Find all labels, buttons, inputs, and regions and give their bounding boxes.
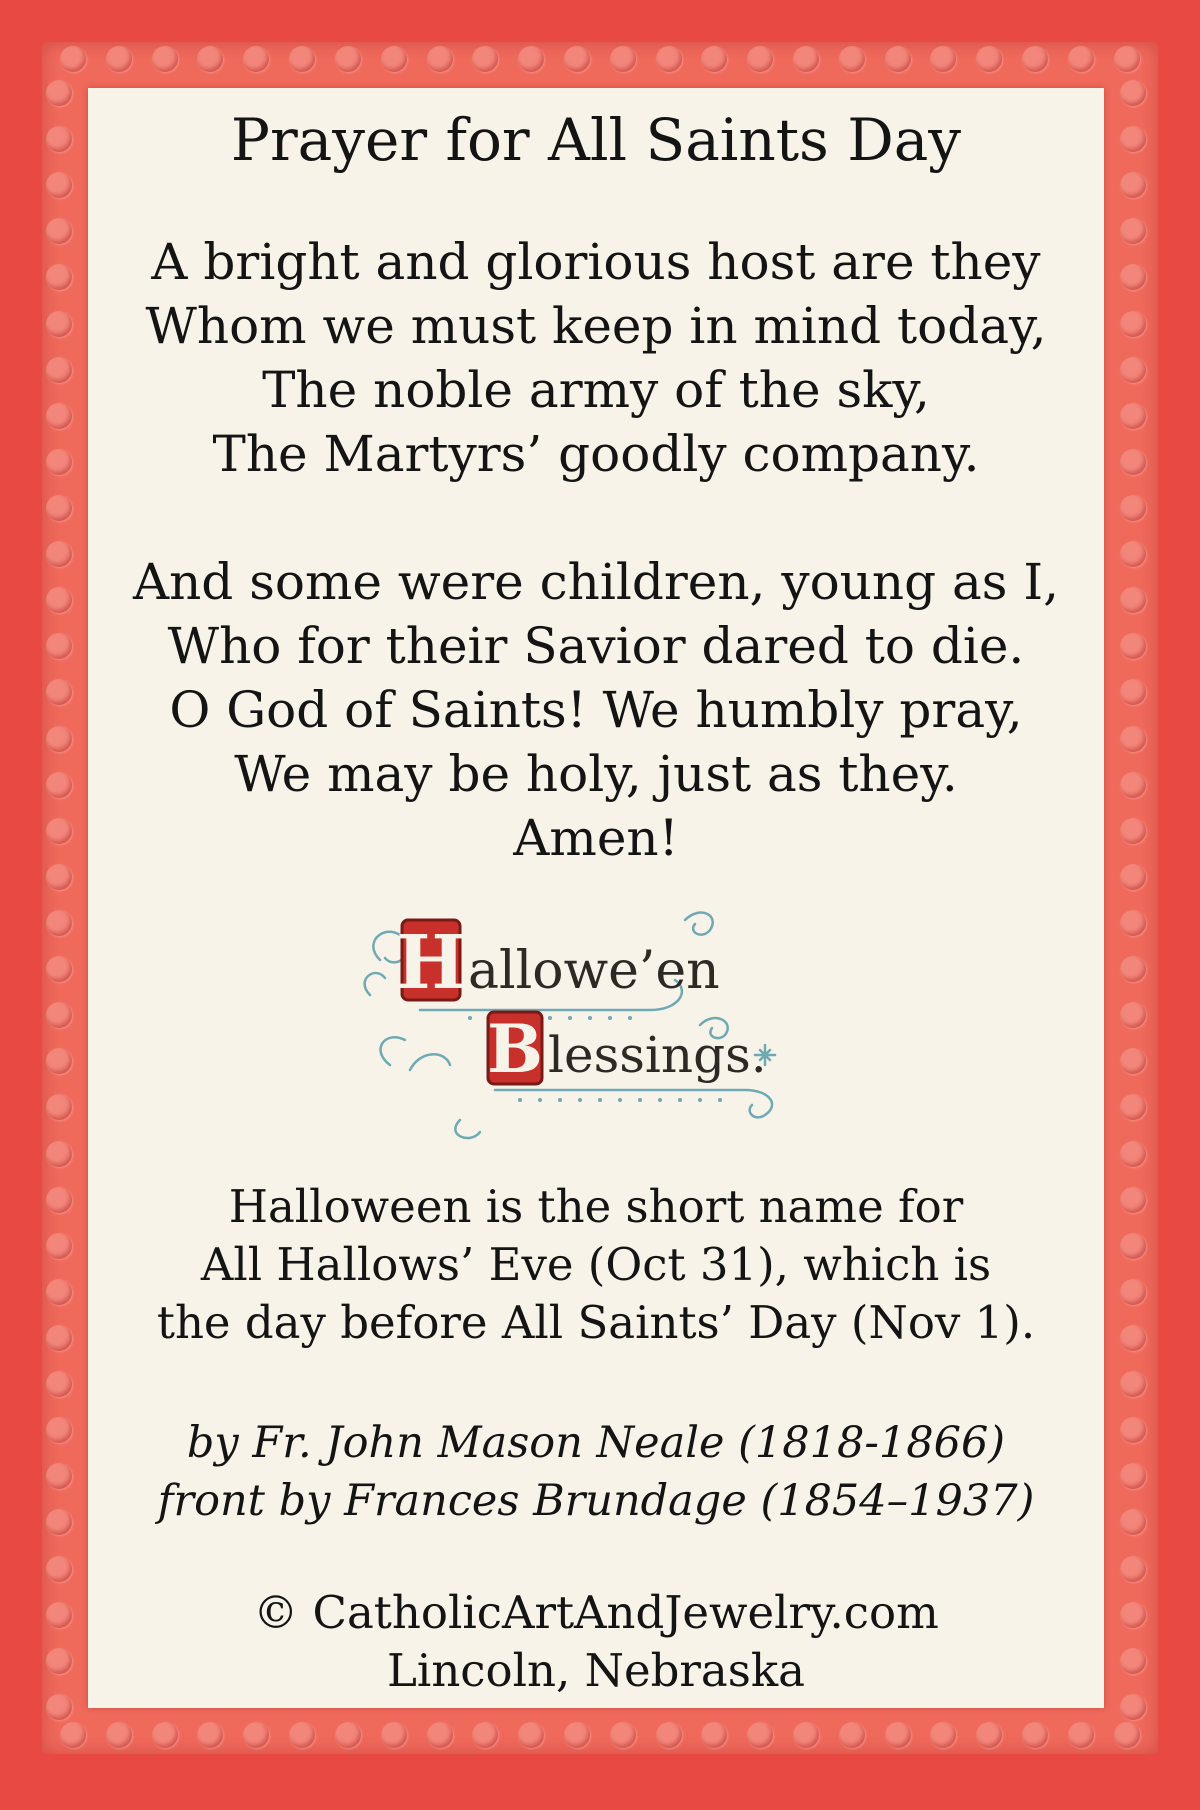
border-scallop (46, 449, 72, 475)
border-scallop (289, 1722, 315, 1748)
border-scallop (610, 46, 636, 72)
border-scallop (793, 1722, 819, 1748)
border-scallop (46, 311, 72, 337)
border-scallop (243, 46, 269, 72)
border-scallop (46, 772, 72, 798)
border-scallop (427, 1722, 453, 1748)
border-scallop (46, 403, 72, 429)
border-scallop (46, 956, 72, 982)
border-scallop (701, 1722, 727, 1748)
border-scallop (1120, 772, 1146, 798)
border-scallop (60, 1722, 86, 1748)
prayer-title: Prayer for All Saints Day (230, 106, 962, 174)
border-scallop (46, 864, 72, 890)
border-scallop (1120, 633, 1146, 659)
amen-line: Amen! (513, 809, 679, 867)
stanza-line: The Martyrs’ goodly company. (212, 425, 980, 483)
border-scallop (930, 1722, 956, 1748)
bottom-scallop-border (60, 1722, 1140, 1756)
border-scallop (976, 1722, 1002, 1748)
border-scallop (472, 46, 498, 72)
stanza-line: And some were children, young as I, (133, 553, 1059, 611)
border-scallop (46, 1048, 72, 1074)
border-scallop (1120, 1002, 1146, 1028)
border-scallop (46, 218, 72, 244)
border-scallop (610, 1722, 636, 1748)
border-scallop (46, 126, 72, 152)
border-scallop (46, 726, 72, 752)
border-scallop (1120, 172, 1146, 198)
border-scallop (46, 264, 72, 290)
border-scallop (885, 1722, 911, 1748)
border-scallop (46, 1279, 72, 1305)
border-scallop (1120, 1602, 1146, 1628)
border-scallop (1120, 587, 1146, 613)
border-scallop (1120, 1094, 1146, 1120)
border-scallop (839, 46, 865, 72)
copyright-line: © CatholicArtAndJewelry.com (253, 1586, 939, 1639)
copyright-notice (88, 1584, 1104, 1700)
border-scallop (1120, 1187, 1146, 1213)
border-scallop (839, 1722, 865, 1748)
stanza-line: Who for their Savior dared to die. (167, 617, 1025, 675)
stanza-line: A bright and glorious host are they (151, 233, 1041, 291)
border-scallop (1120, 679, 1146, 705)
stanza-line: Whom we must keep in mind today, (145, 297, 1047, 355)
border-scallop (747, 46, 773, 72)
border-scallop (1120, 910, 1146, 936)
border-scallop (1120, 218, 1146, 244)
border-scallop (701, 46, 727, 72)
border-scallop (152, 1722, 178, 1748)
border-scallop (1120, 1048, 1146, 1074)
left-scallop-border (46, 80, 80, 1720)
border-scallop (46, 587, 72, 613)
border-scallop (656, 1722, 682, 1748)
border-scallop (1120, 1371, 1146, 1397)
prayer-stanza-1 (88, 230, 1104, 486)
stanza-line: We may be holy, just as they. (234, 745, 958, 803)
border-scallop (1068, 1722, 1094, 1748)
border-scallop (1120, 1233, 1146, 1259)
initial-h: H (396, 920, 466, 1006)
border-scallop (1120, 726, 1146, 752)
border-scallop (930, 46, 956, 72)
border-scallop (197, 46, 223, 72)
border-scallop (381, 46, 407, 72)
border-scallop (1120, 1556, 1146, 1582)
initial-b: B (487, 1010, 543, 1088)
emblem-word-blessings: lessings. (548, 1026, 767, 1084)
border-scallop (1120, 449, 1146, 475)
border-scallop (106, 1722, 132, 1748)
border-scallop (1120, 1648, 1146, 1674)
border-scallop (335, 46, 361, 72)
border-scallop (46, 679, 72, 705)
border-scallop (46, 1002, 72, 1028)
border-scallop (1120, 956, 1146, 982)
border-scallop (152, 46, 178, 72)
border-scallop (46, 495, 72, 521)
stanza-line: O God of Saints! We humbly pray, (169, 681, 1023, 739)
border-scallop (1120, 311, 1146, 337)
border-scallop (46, 1417, 72, 1443)
note-line: the day before All Saints’ Day (Nov 1). (156, 1296, 1036, 1349)
stanza-line: The noble army of the sky, (262, 361, 930, 419)
author-credits (88, 1414, 1104, 1530)
border-scallop (656, 46, 682, 72)
border-scallop (46, 1602, 72, 1628)
border-scallop (1120, 403, 1146, 429)
border-scallop (46, 1325, 72, 1351)
border-scallop (1120, 818, 1146, 844)
border-scallop (46, 1463, 72, 1489)
border-scallop (243, 1722, 269, 1748)
border-scallop (46, 357, 72, 383)
border-scallop (46, 1094, 72, 1120)
border-scallop (1120, 1417, 1146, 1443)
border-scallop (1120, 357, 1146, 383)
border-scallop (747, 1722, 773, 1748)
border-scallop (46, 1694, 72, 1720)
top-scallop-border (60, 46, 1140, 80)
right-scallop-border (1120, 80, 1154, 1720)
border-scallop (46, 910, 72, 936)
border-scallop (46, 1371, 72, 1397)
border-scallop (46, 1187, 72, 1213)
border-scallop (1068, 46, 1094, 72)
border-scallop (1120, 1694, 1146, 1720)
border-scallop (46, 1509, 72, 1535)
border-scallop (1120, 1325, 1146, 1351)
emblem-word-halloween: allowe’en (468, 941, 720, 1001)
credit-line: by Fr. John Mason Neale (1818-1866) (186, 1418, 1006, 1468)
border-scallop (1120, 1463, 1146, 1489)
border-scallop (335, 1722, 361, 1748)
border-scallop (1120, 541, 1146, 567)
border-scallop (197, 1722, 223, 1748)
border-scallop (46, 818, 72, 844)
border-scallop (1120, 495, 1146, 521)
border-scallop (472, 1722, 498, 1748)
border-scallop (381, 1722, 407, 1748)
border-scallop (1120, 1279, 1146, 1305)
border-scallop (1114, 1722, 1140, 1748)
border-scallop (289, 46, 315, 72)
border-scallop (1120, 864, 1146, 890)
border-scallop (46, 633, 72, 659)
prayer-stanza-2 (88, 550, 1104, 870)
border-scallop (518, 46, 544, 72)
halloween-note (88, 1178, 1104, 1352)
border-scallop (1114, 46, 1140, 72)
halloween-blessings-emblem (350, 900, 850, 1150)
border-scallop (1120, 264, 1146, 290)
border-scallop (46, 1233, 72, 1259)
border-scallop (564, 46, 590, 72)
border-scallop (46, 1141, 72, 1167)
prayer-card (88, 88, 1104, 1708)
border-scallop (46, 1556, 72, 1582)
border-scallop (1120, 1141, 1146, 1167)
note-line: Halloween is the short name for (228, 1180, 964, 1233)
border-scallop (518, 1722, 544, 1748)
border-scallop (60, 46, 86, 72)
border-scallop (885, 46, 911, 72)
border-scallop (1022, 46, 1048, 72)
border-scallop (106, 46, 132, 72)
border-scallop (564, 1722, 590, 1748)
border-scallop (46, 1648, 72, 1674)
border-scallop (46, 80, 72, 106)
border-scallop (46, 541, 72, 567)
border-scallop (1120, 126, 1146, 152)
border-scallop (1022, 1722, 1048, 1748)
border-scallop (46, 172, 72, 198)
location-line: Lincoln, Nebraska (387, 1644, 805, 1697)
border-scallop (1120, 80, 1146, 106)
credit-line: front by Frances Brundage (1854–1937) (157, 1476, 1035, 1526)
border-scallop (1120, 1509, 1146, 1535)
note-line: All Hallows’ Eve (Oct 31), which is (200, 1238, 992, 1291)
border-scallop (976, 46, 1002, 72)
border-scallop (427, 46, 453, 72)
border-scallop (793, 46, 819, 72)
